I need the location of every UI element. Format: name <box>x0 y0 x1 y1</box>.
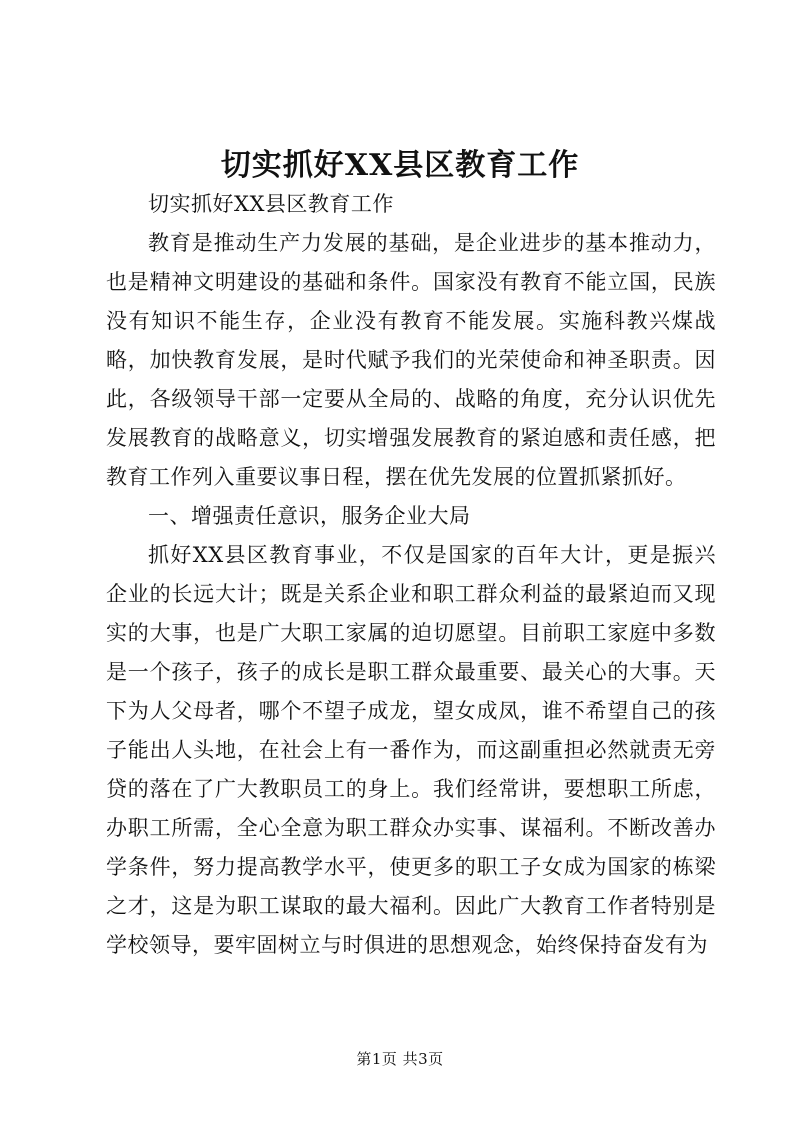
page-footer: 第1页 共3页 <box>356 1050 444 1068</box>
paragraph-intro: 教育是推动生产力发展的基础，是企业进步的基本推动力，也是精神文明建设的基础和条件。国家没有教育不能立国，民族没有知识不能生存，企业没有教育不能发展。实施科教兴煤战略，加快教育发展，是时代赋予我们的光荣使命和神圣职责。因此，各级领导干部一定要从全局的、战略的角度，充分认识优先发展教育的战略意义，切实增强发展教育的紧迫感和责任感，把教育工作列入重要议事日程，摆在优先发展的位置抓紧抓好。 <box>106 231 716 489</box>
paragraph-body: 抓好XX县区教育事业，不仅是国家的百年大计，更是振兴企业的长远大计；既是关系企业和职工群众利益的最紧迫而又现实的大事，也是广大职工家属的迫切愿望。目前职工家庭中多数是一个孩子，孩子的成长是职工群众最重要、最关心的大事。天下为人父母者，哪个不望子成龙，望女成凤，谁不希望自己的孩子能出人头地，在社会上有一番作为，而这副重担必然就责无旁贷的落在了广大教职员工的身上。我们经常讲，要想职工所虑，办职工所需，全心全意为职工群众办实事、谋福利。不断改善办学条件，努力提高教学水平，使更多的职工子女成为国家的栋梁之才，这是为职工谋取的最大福利。因此广大教育工作者特别是学校领导，要牢固树立与时俱进的思想观念，始终保持奋发有为 <box>106 543 716 957</box>
paragraph-subtitle: 切实抓好XX县区教育工作 <box>148 192 394 216</box>
document-body <box>106 185 716 965</box>
section-heading: 一、增强责任意识，服务企业大局 <box>148 504 471 528</box>
document-title: 切实抓好XX县区教育工作 <box>220 148 580 183</box>
